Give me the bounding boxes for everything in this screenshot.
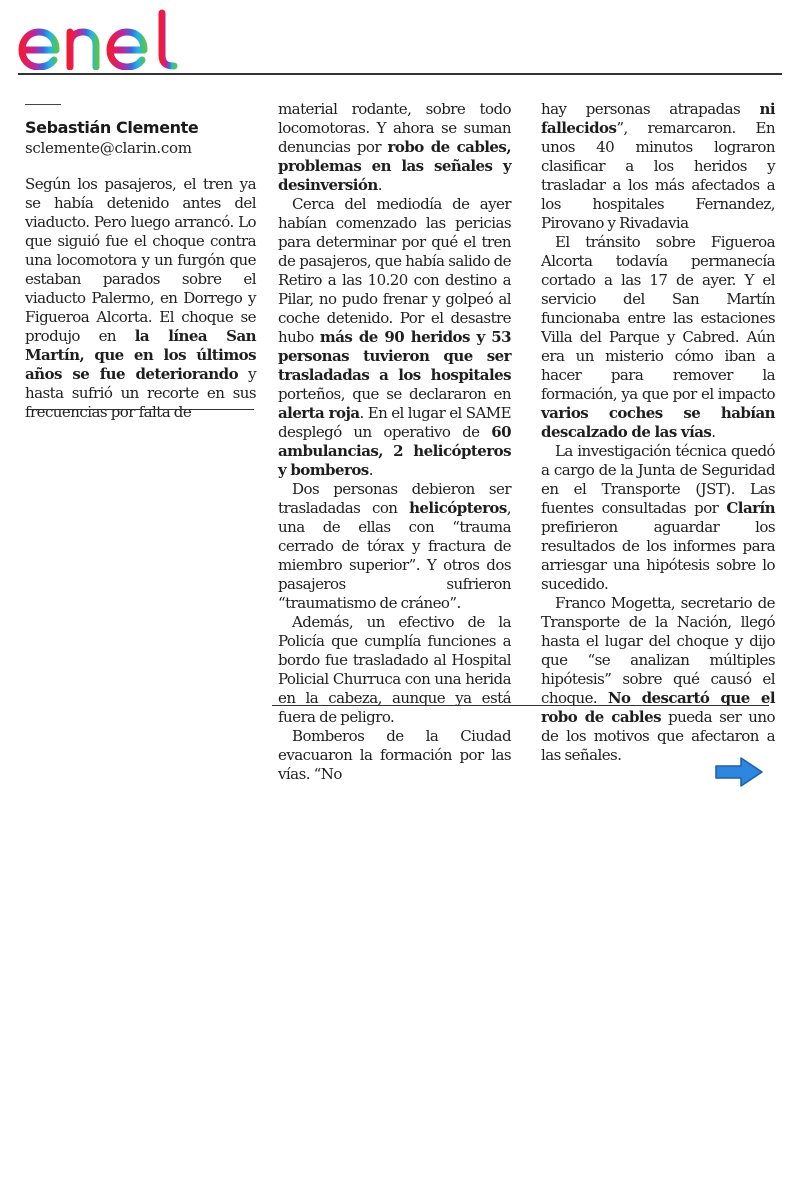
- text-run: Franco Mogetta, secretario de Transporte de la Nación, llegó hasta el lugar del choque y dijo que “se analizan múltiples hipótesis” sobre qué causó el choque.: [541, 594, 775, 707]
- bold-text: Clarín: [726, 499, 775, 517]
- article-column-3: [541, 100, 775, 765]
- text-run: . En el lugar el SAME desplegó un operativo de: [278, 404, 511, 441]
- enel-logo: [14, 8, 184, 70]
- bold-text: más de 90 heridos y 53 personas tuvieron que ser trasladadas a los hospitales: [278, 328, 511, 384]
- text-run: pueda ser uno de los motivos que afectaron a las señales.: [541, 708, 775, 764]
- text-run: Según los pasajeros, el tren ya se había detenido antes del viaducto. Pero luego arrancó. Lo que siguió fue el choque contra una locomotora y un furgón que estaban parados sobre el viaducto Palermo, en Dorrego y Figueroa Alcorta. El choque se produjo en: [25, 175, 256, 345]
- paragraph: [25, 175, 256, 422]
- paragraph: [541, 233, 775, 442]
- columns-bottom-rule: [272, 705, 769, 706]
- paragraph: [278, 100, 511, 195]
- text-run: .: [377, 176, 382, 194]
- text-run: Además, un efectivo de la Policía que cumplía funciones a bordo fue trasladado al Hospital Policial Churruca con una herida en la cabeza, aunque ya está fuera de peligro.: [278, 613, 511, 726]
- bold-text: varios coches se habían descalzado de las vías: [541, 404, 775, 441]
- text-run: ”, remarcaron. En unos 40 minutos lograron clasificar a los heridos y trasladar a los más afectados a los hospitales Fernandez, Pirovano y Rivadavia: [541, 119, 775, 232]
- text-run: Dos personas debieron ser trasladadas con: [278, 480, 511, 517]
- article-column-1: [25, 175, 256, 422]
- paragraph: [278, 727, 511, 784]
- text-run: Cerca del mediodía de ayer habían comenzado las pericias para determinar por qué el tren de pasajeros, que había salido de Retiro a las 10.20 con destino a Pilar, no pudo frenar y golpeó al coche detenido. Por el desastre hubo: [278, 195, 511, 346]
- bold-text: No descartó que el robo de cables: [541, 689, 776, 726]
- text-run: La investigación técnica quedó a cargo de la Junta de Seguridad en el Transporte (JST). Las fuentes consultadas por: [541, 442, 775, 517]
- text-run: prefirieron aguardar los resultados de los informes para arriesgar una hipótesis sobre lo sucedido.: [541, 518, 775, 593]
- bold-text: alerta roja: [278, 404, 360, 422]
- paragraph: [541, 594, 775, 765]
- text-run: hay personas atrapadas: [541, 100, 760, 118]
- paragraph: [541, 100, 775, 233]
- bold-text: ni fallecidos: [541, 100, 775, 137]
- text-run: .: [368, 461, 373, 479]
- bold-text: helicópteros: [409, 499, 507, 517]
- paragraph: [278, 613, 511, 727]
- author-name: Sebastián Clemente: [25, 118, 199, 137]
- right-arrow-icon: [713, 755, 765, 789]
- paragraph: [541, 442, 775, 594]
- text-run: , una de ellas con “trauma cerrado de tórax y fractura de miembro superior”. Y otros dos pasajeros sufrieron “traumatismo de cráneo”.: [278, 499, 511, 612]
- text-run: El tránsito sobre Figueroa Alcorta todavía permanecía cortado a las 17 de ayer. Y el servicio del San Martín funcionaba entre las estaciones Villa del Parque y Cabred. Aún era un misterio cómo iban a hacer para remover la formación, ya que por el impacto: [541, 233, 775, 403]
- bold-text: la línea San Martín, que en los últimos años se fue deteriorando: [25, 327, 256, 383]
- paragraph: [278, 480, 511, 613]
- text-run: y hasta sufrió un recorte en sus frecuencias por falta de: [25, 365, 256, 421]
- header-rule: [18, 73, 782, 75]
- column-1-rule: [28, 409, 254, 410]
- paragraph: [278, 195, 511, 480]
- byline-rule: [25, 104, 61, 105]
- next-page-button[interactable]: [713, 755, 765, 789]
- enel-logo-graphic: [14, 8, 184, 70]
- bold-text: robo de cables, problemas en las señales y desinversión: [278, 138, 511, 194]
- author-email: sclemente@clarin.com: [25, 139, 192, 157]
- bold-text: 60 ambulancias, 2 helicópteros y bomberos: [278, 423, 511, 479]
- text-run: Bomberos de la Ciudad evacuaron la formación por las vías. “No: [278, 727, 511, 783]
- article-column-2: [278, 100, 511, 784]
- text-run: material rodante, sobre todo locomotoras. Y ahora se suman denuncias por: [278, 100, 511, 156]
- text-run: .: [711, 423, 716, 441]
- text-run: porteños, que se declararon en: [278, 385, 511, 403]
